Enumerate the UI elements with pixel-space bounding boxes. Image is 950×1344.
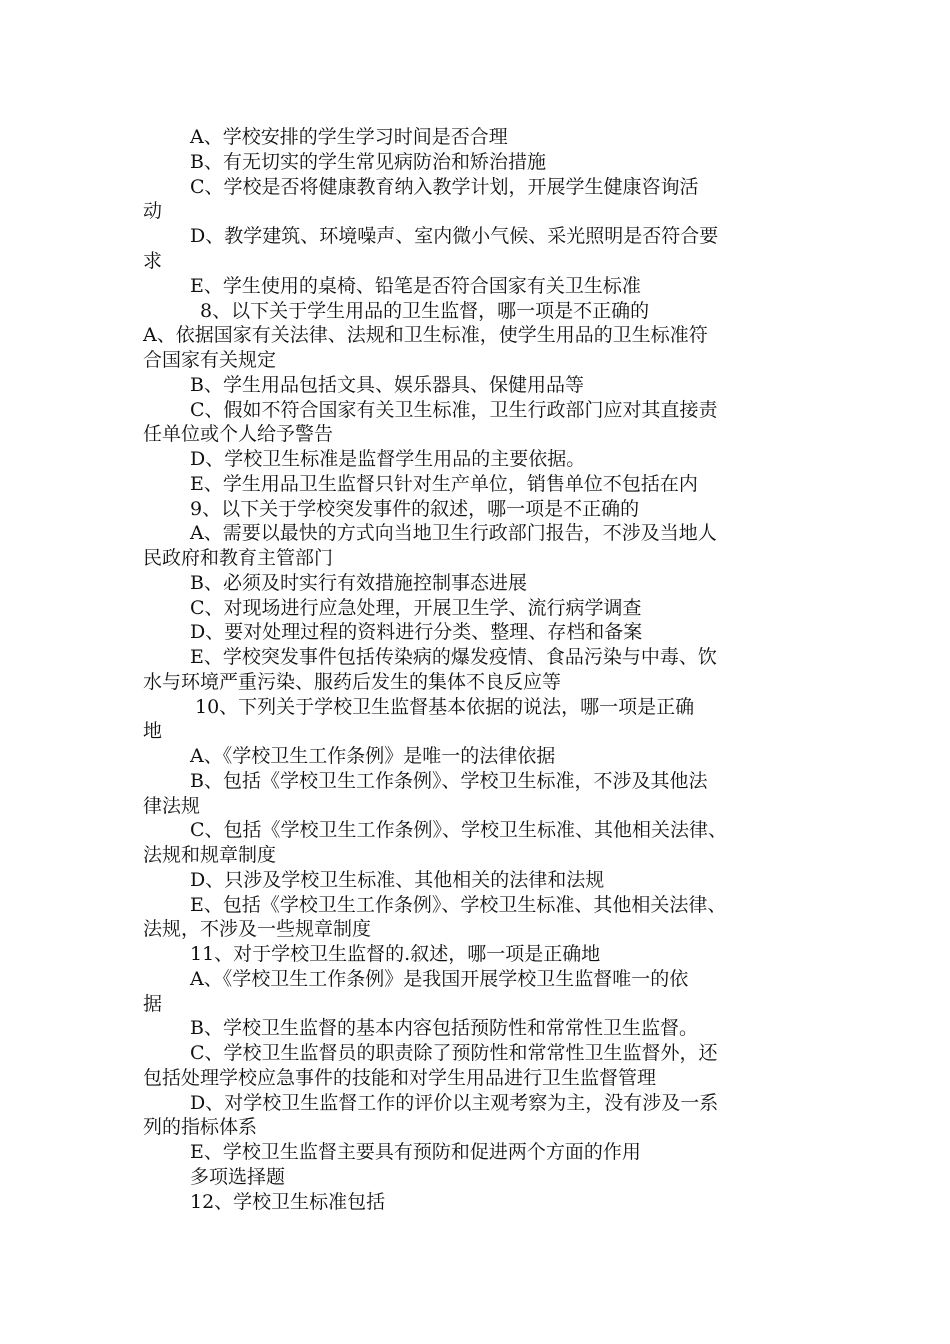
text-line: C、包括《学校卫生工作条例》、学校卫生标准、其他相关法律、 [190,819,728,841]
text-line: 包括处理学校应急事件的技能和对学生用品进行卫生监督管理 [143,1067,657,1089]
text-line: E、学生用品卫生监督只针对生产单位，销售单位不包括在内 [190,473,698,495]
text-line: B、学生用品包括文具、娱乐器具、保健用品等 [190,374,584,396]
text-line: 律法规 [143,795,201,817]
text-line: 列的指标体系 [143,1116,258,1138]
text-line: D、对学校卫生监督工作的评价以主观考察为主，没有涉及一系 [190,1092,719,1114]
text-line: C、假如不符合国家有关卫生标准，卫生行政部门应对其直接责 [190,399,718,421]
question-12: 12、学校卫生标准包括 [190,1191,386,1213]
question-10: 10、下列关于学校卫生监督基本依据的说法，哪一项是正确 [195,696,695,718]
text-line: B、有无切实的学生常见病防治和矫治措施 [190,151,546,173]
text-line: B、必须及时实行有效措施控制事态进展 [190,572,527,594]
text-line: D、只涉及学校卫生标准、其他相关的法律和法规 [190,869,605,891]
text-line: A、依据国家有关法律、法规和卫生标准，使学生用品的卫生标准符 [143,324,708,346]
text-line: D、学校卫生标准是监督学生用品的主要依据。 [190,448,586,470]
text-line: E、包括《学校卫生工作条例》、学校卫生标准、其他相关法律、 [190,894,727,916]
text-line: D、要对处理过程的资料进行分类、整理、存档和备案 [190,621,643,643]
text-line: E、学生使用的桌椅、铅笔是否符合国家有关卫生标准 [190,275,641,297]
text-line: D、教学建筑、环境噪声、室内微小气候、采光照明是否符合要 [190,225,719,247]
question-11: 11、对于学校卫生监督的.叙述，哪一项是正确地 [190,943,601,965]
section-heading: 多项选择题 [190,1166,286,1188]
text-line: B、包括《学校卫生工作条例》、学校卫生标准，不涉及其他法 [190,770,708,792]
text-line: 任单位或个人给予警告 [143,423,334,445]
text-line: 求 [143,250,163,272]
text-line: E、学校卫生监督主要具有预防和促进两个方面的作用 [190,1141,641,1163]
text-line: A、《学校卫生工作条例》是我国开展学校卫生监督唯一的依 [190,968,689,990]
text-line: C、学校卫生监督员的职责除了预防性和常常性卫生监督外，还 [190,1042,718,1064]
text-line: A、《学校卫生工作条例》是唯一的法律依据 [190,745,556,767]
text-line: A、需要以最快的方式向当地卫生行政部门报告，不涉及当地人 [190,522,717,544]
text-line: 法规和规章制度 [143,844,277,866]
text-line: 法规，不涉及一些规章制度 [143,918,372,940]
text-line: B、学校卫生监督的基本内容包括预防性和常常性卫生监督。 [190,1017,698,1039]
text-line: C、学校是否将健康教育纳入教学计划，开展学生健康咨询活 [190,176,699,198]
text-line: 动 [143,200,163,222]
text-line: 水与环境严重污染、服药后发生的集体不良反应等 [143,671,562,693]
text-line: 民政府和教育主管部门 [143,547,334,569]
question-9: 9、以下关于学校突发事件的叙述，哪一项是不正确的 [190,498,640,520]
text-line: 据 [143,993,163,1015]
question-8: 8、以下关于学生用品的卫生监督，哪一项是不正确的 [200,300,650,322]
text-line: A、学校安排的学生学习时间是否合理 [190,126,508,148]
text-line: 合国家有关规定 [143,349,277,371]
text-line: 地 [143,720,163,742]
text-line: E、学校突发事件包括传染病的爆发疫情、食品污染与中毒、饮 [190,646,717,668]
text-line: C、对现场进行应急处理，开展卫生学、流行病学调查 [190,597,642,619]
